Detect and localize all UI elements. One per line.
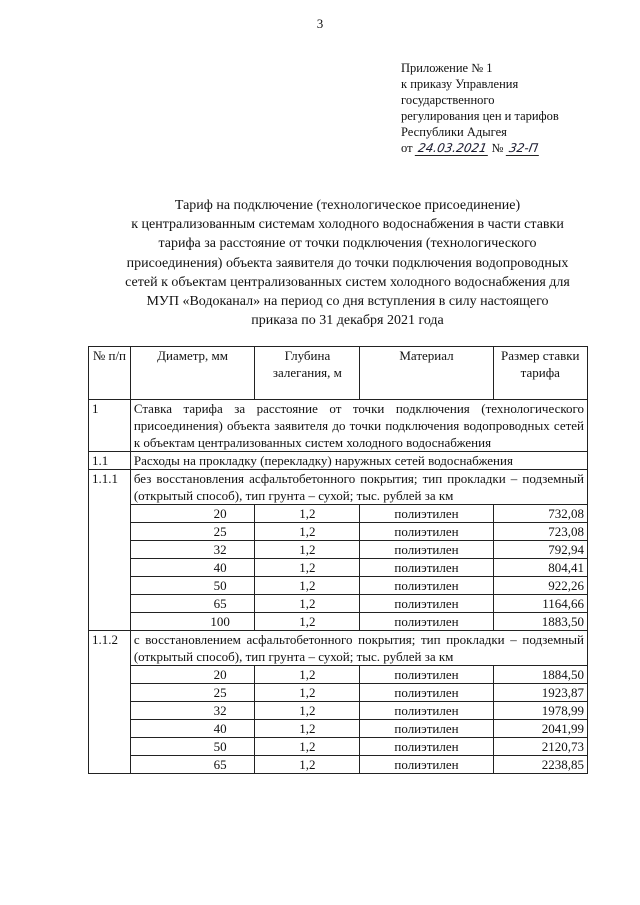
header-material: Материал: [360, 347, 493, 400]
table-row: [89, 666, 588, 684]
cell-rate: 1923,87: [493, 684, 587, 702]
title-line: приказа по 31 декабря 2021 года: [251, 313, 444, 329]
number-prefix: №: [491, 141, 504, 155]
section-text: без восстановления асфальтобетонного покрытия; тип прокладки – подземный (открытый способ), тип грунта – сухой; тыс. рублей за км: [130, 470, 587, 505]
cell-depth: 1,2: [255, 523, 360, 541]
section-row: [89, 631, 588, 666]
cell-material: полиэтилен: [360, 702, 493, 720]
cell-diameter: 20: [130, 505, 254, 523]
cell-depth: 1,2: [255, 666, 360, 684]
tariff-table: [88, 346, 588, 774]
cell-material: полиэтилен: [360, 756, 493, 774]
section-number: 1.1.1: [89, 470, 131, 631]
cell-depth: 1,2: [255, 559, 360, 577]
appendix-line: Республики Адыгея: [401, 125, 507, 139]
table-row: [89, 559, 588, 577]
table-header-row: [89, 347, 588, 400]
cell-material: полиэтилен: [360, 720, 493, 738]
cell-depth: 1,2: [255, 595, 360, 613]
cell-rate: 1164,66: [493, 595, 587, 613]
cell-material: полиэтилен: [360, 541, 493, 559]
header-num: № п/п: [89, 347, 131, 400]
section-text: с восстановлением асфальтобетонного покрытия; тип прокладки – подземный (открытый способ), тип грунта – сухой; тыс. рублей за км: [130, 631, 587, 666]
cell-material: полиэтилен: [360, 613, 493, 631]
cell-rate: 1883,50: [493, 613, 587, 631]
cell-material: полиэтилен: [360, 559, 493, 577]
page-number: 3: [316, 16, 324, 31]
header-depth: Глубина залегания, м: [255, 347, 360, 400]
cell-material: полиэтилен: [360, 523, 493, 541]
appendix-line: государственного: [401, 93, 495, 107]
table-row: [89, 684, 588, 702]
cell-depth: 1,2: [255, 577, 360, 595]
cell-diameter: 25: [130, 684, 254, 702]
cell-depth: 1,2: [255, 756, 360, 774]
cell-depth: 1,2: [255, 613, 360, 631]
appendix-block: [401, 60, 559, 156]
cell-diameter: 100: [130, 613, 254, 631]
header-diameter: Диаметр, мм: [130, 347, 254, 400]
date-prefix: от: [401, 141, 413, 155]
cell-diameter: 65: [130, 756, 254, 774]
title-line: сетей к объектам централизованных систем холодного водоснабжения для: [125, 274, 570, 290]
cell-material: полиэтилен: [360, 738, 493, 756]
table-row: [89, 720, 588, 738]
cell-rate: 1884,50: [493, 666, 587, 684]
cell-depth: 1,2: [255, 505, 360, 523]
handwritten-number: 32-П: [505, 142, 540, 156]
title-line: к централизованным системам холодного водоснабжения в части ставки: [131, 217, 564, 233]
cell-material: полиэтилен: [360, 595, 493, 613]
cell-material: полиэтилен: [360, 577, 493, 595]
table-row: [89, 523, 588, 541]
appendix-line: регулирования цен и тарифов: [401, 109, 559, 123]
cell-rate: 1978,99: [493, 702, 587, 720]
cell-diameter: 32: [130, 702, 254, 720]
handwritten-date: 24.03.2021: [414, 142, 489, 156]
cell-rate: 723,08: [493, 523, 587, 541]
cell-rate: 804,41: [493, 559, 587, 577]
cell-depth: 1,2: [255, 541, 360, 559]
cell-rate: 792,94: [493, 541, 587, 559]
cell-rate: 732,08: [493, 505, 587, 523]
section-row: [89, 400, 588, 452]
cell-rate: 2238,85: [493, 756, 587, 774]
section-number: 1.1.2: [89, 631, 131, 774]
title-line: присоединения) объекта заявителя до точки подключения водопроводных: [126, 255, 569, 271]
appendix-line: Приложение № 1: [401, 61, 493, 75]
cell-diameter: 32: [130, 541, 254, 559]
title-line: тарифа за расстояние от точки подключения (технологического: [158, 236, 537, 252]
cell-diameter: 40: [130, 559, 254, 577]
cell-rate: 2120,73: [493, 738, 587, 756]
cell-material: полиэтилен: [360, 684, 493, 702]
cell-diameter: 65: [130, 595, 254, 613]
section-row: [89, 470, 588, 505]
cell-material: полиэтилен: [360, 666, 493, 684]
section-number: 1: [89, 400, 131, 452]
cell-depth: 1,2: [255, 684, 360, 702]
cell-rate: 922,26: [493, 577, 587, 595]
table-row: [89, 577, 588, 595]
table-row: [89, 595, 588, 613]
cell-depth: 1,2: [255, 720, 360, 738]
table-row: [89, 505, 588, 523]
section-row: [89, 452, 588, 470]
cell-material: полиэтилен: [360, 505, 493, 523]
document-title: [80, 196, 615, 330]
cell-depth: 1,2: [255, 738, 360, 756]
section-text: Расходы на прокладку (перекладку) наружных сетей водоснабжения: [130, 452, 587, 470]
cell-diameter: 20: [130, 666, 254, 684]
table-row: [89, 541, 588, 559]
table-row: [89, 702, 588, 720]
title-line: Тариф на подключение (технологическое присоединение): [174, 198, 521, 213]
header-rate: Размер ставки тарифа: [493, 347, 587, 400]
section-text: Ставка тарифа за расстояние от точки подключения (технологического присоединения) объекта заявителя до точки подключения водопроводных сетей к объектам централизованных систем холодного водоснабжения: [130, 400, 587, 452]
table-row: [89, 756, 588, 774]
cell-diameter: 40: [130, 720, 254, 738]
appendix-line: к приказу Управления: [401, 77, 519, 91]
table-row: [89, 613, 588, 631]
cell-diameter: 50: [130, 577, 254, 595]
title-line: МУП «Водоканал» на период со дня вступления в силу настоящего: [146, 294, 549, 310]
cell-rate: 2041,99: [493, 720, 587, 738]
cell-diameter: 50: [130, 738, 254, 756]
section-number: 1.1: [89, 452, 131, 470]
appendix-date-line: [401, 140, 559, 156]
cell-diameter: 25: [130, 523, 254, 541]
cell-depth: 1,2: [255, 702, 360, 720]
table-row: [89, 738, 588, 756]
